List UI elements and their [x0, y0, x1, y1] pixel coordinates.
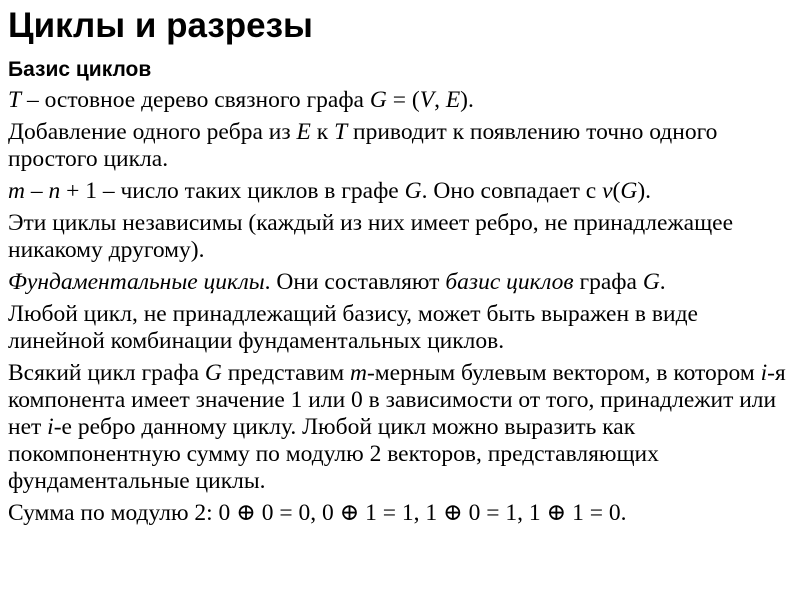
- text-run: (: [612, 178, 621, 204]
- term-fundamental-cycles: Фундаментальные циклы: [8, 269, 265, 295]
- math-var-n: n: [48, 178, 61, 204]
- paragraph-add-edge: [8, 119, 794, 173]
- math-var-E: E: [445, 87, 461, 113]
- math-var-m: m: [8, 178, 25, 204]
- text-run: . Оно совпадает с: [421, 178, 603, 204]
- text-run: .: [659, 269, 666, 295]
- text-run: ,: [434, 87, 446, 113]
- math-var-G: G: [642, 269, 660, 295]
- math-var-m: m: [350, 360, 367, 386]
- math-var-V: V: [419, 87, 435, 113]
- text-run: = (: [386, 87, 420, 113]
- page-title: Циклы и разрезы: [8, 6, 313, 45]
- text-run: + 1 – число таких циклов в графе: [60, 178, 405, 204]
- text-run: к: [310, 119, 335, 145]
- paragraph-spanning-tree: [8, 87, 794, 114]
- math-var-E: E: [296, 119, 311, 145]
- section-subtitle: Базис циклов: [8, 58, 152, 81]
- math-var-T: T: [334, 119, 348, 145]
- paragraph-independent: Эти циклы независимы (каждый из них имеет ребро, не принадлежащее никакому другому).: [8, 210, 734, 263]
- paragraph-linear-combination: Любой цикл, не принадлежащий базису, может быть выражен в виде линейной комбинации фундаментальных циклов.: [8, 301, 698, 354]
- text-run: приводит к появлению точно одного простого цикла.: [8, 119, 718, 172]
- paragraph-boolean-vector: [8, 360, 794, 495]
- text-run: -я компонента имеет значение 1 или 0 в зависимости от того, принадлежит или нет: [8, 360, 786, 440]
- text-run: ).: [460, 87, 474, 113]
- text-run: графа: [573, 269, 643, 295]
- text-run: – остовное дерево связного графа: [21, 87, 370, 113]
- math-var-G: G: [204, 360, 222, 386]
- math-var-nu: ν: [602, 178, 613, 204]
- math-var-G: G: [404, 178, 422, 204]
- text-run: представим: [221, 360, 350, 386]
- math-var-G: G: [620, 178, 638, 204]
- math-var-G: G: [369, 87, 387, 113]
- text-run: ).: [637, 178, 652, 204]
- slide: [8, 4, 794, 527]
- text-run: . Они составляют: [264, 269, 446, 295]
- math-var-i: i: [47, 414, 54, 440]
- math-var-T: T: [8, 87, 22, 113]
- math-var-i: i: [760, 360, 768, 386]
- text-run: -е ребро данному циклу. Любой цикл можно выразить как покомпонентную сумму по модулю 2 векторов, представляющих фундаментальные циклы.: [8, 414, 659, 494]
- term-cycle-basis: базис циклов: [445, 269, 574, 295]
- text-run: Всякий цикл графа: [8, 360, 205, 386]
- text-run: –: [24, 178, 49, 204]
- paragraph-cycle-count: [8, 178, 794, 205]
- paragraph-mod2-sum: Сумма по модулю 2: 0 ⊕ 0 = 0, 0 ⊕ 1 = 1, 1 ⊕ 0 = 1, 1 ⊕ 1 = 0.: [8, 500, 627, 526]
- text-run: -мерным булевым вектором, в котором: [366, 360, 761, 386]
- paragraph-fundamental: [8, 269, 794, 296]
- text-run: Добавление одного ребра из: [8, 119, 297, 145]
